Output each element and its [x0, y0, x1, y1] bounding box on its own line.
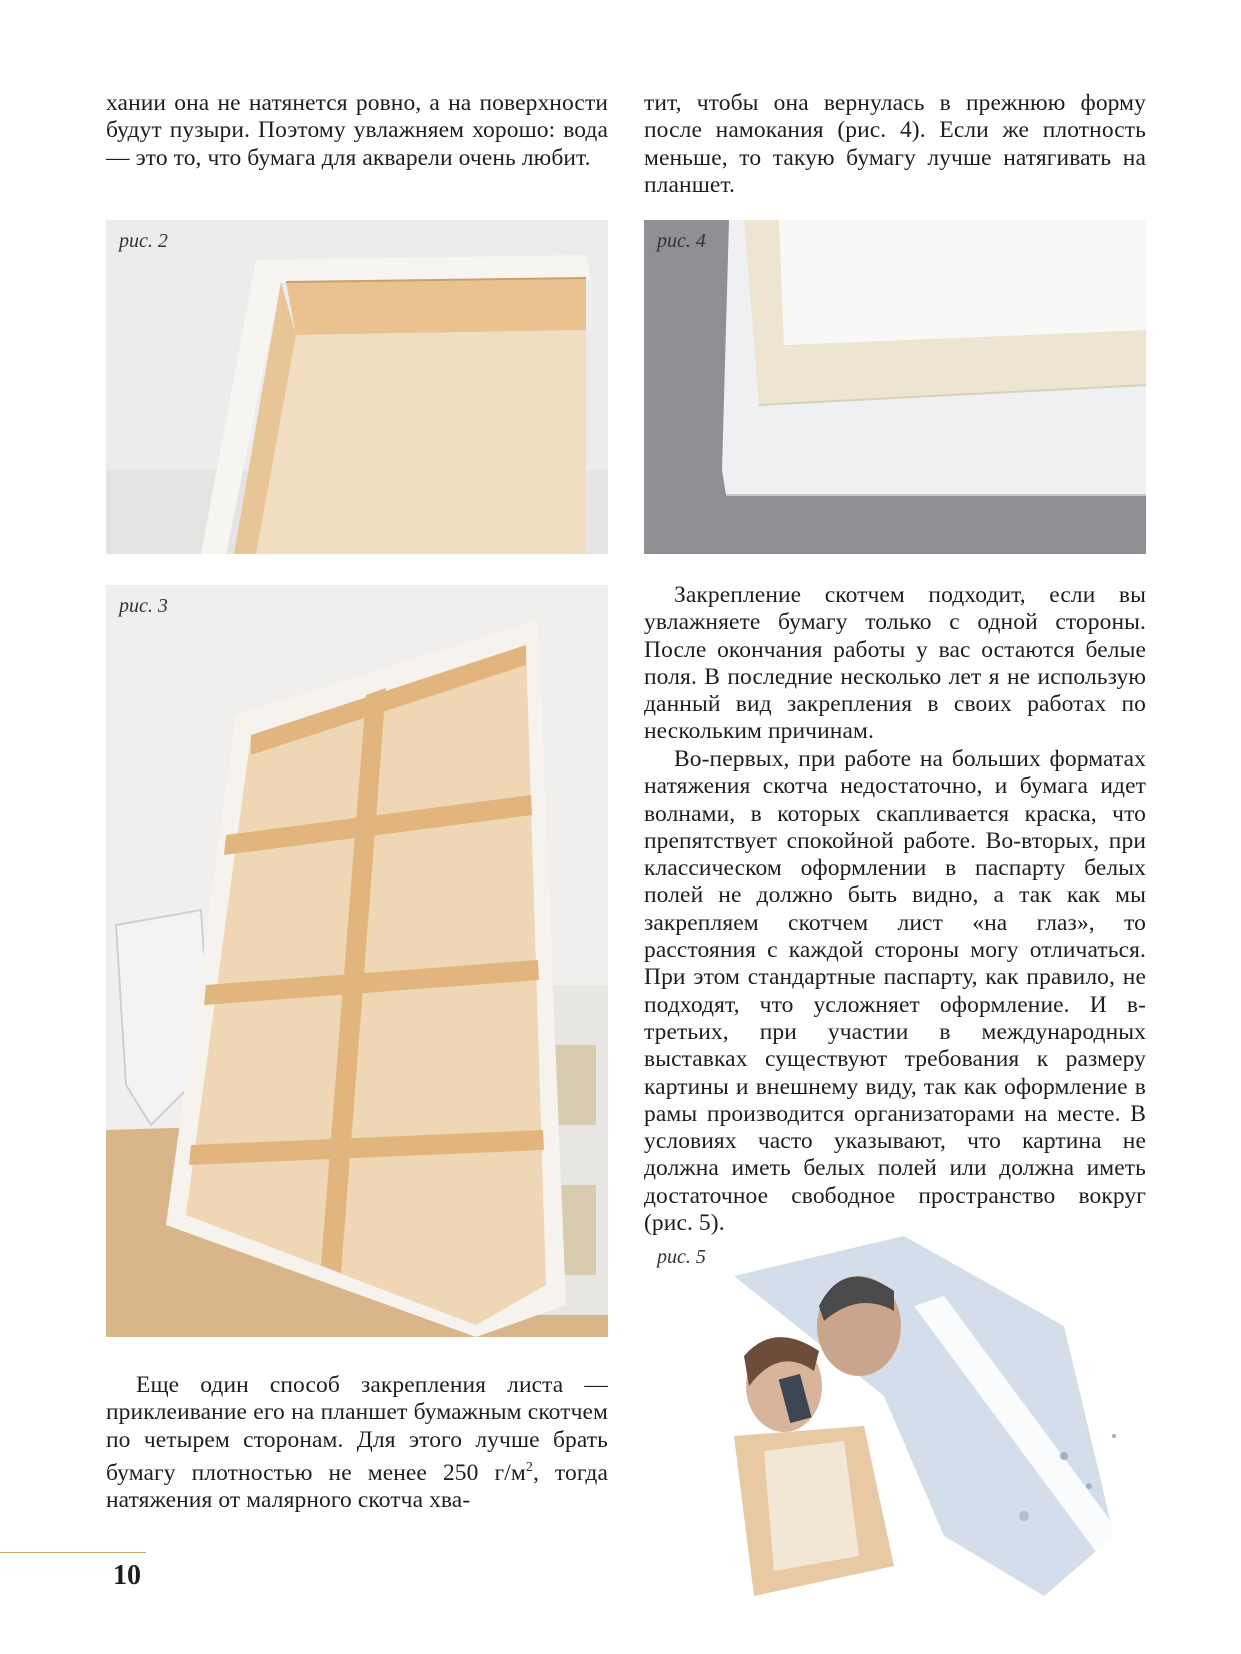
paragraph-top-right: тит, чтобы она вернулась в прежнюю форму после намокания (рис. 4). Если же плотность меньше, то такую бумагу лучше натягивать на планшет.: [644, 90, 1146, 198]
figure-4-taped-paper-photo: [644, 220, 1146, 554]
paragraph-bottom-left-end: , тогда натяжения от малярного скотча хва-: [106, 1459, 608, 1514]
figure-2-caption: рис. 2: [119, 230, 168, 252]
canvas-frame-corner-image: [106, 220, 608, 554]
paragraph-top-left: хании она не натянется ровно, а на поверхности будут пузыри. Поэтому увлажняем хорошо: вода — это то, что бумага для акварели очень любит.: [106, 90, 608, 171]
paragraph-reasons: Во-первых, при работе на больших форматах натяжения скотча недостаточно, и бумага идет волнами, в которых скапливается краска, что препятствует спокойной работе. Во-вторых, при классическом оформлении в паспарту белых полей не должно быть видно, а так как мы закрепляем скотчем лист «на глаз», то расстояния с каждой стороны могу отличаться. При этом стандартные паспарту, как правило, не подходят, что усложняет оформление. И в-третьих, при участии в международных выставках существуют требования к размеру картины и внешнему виду, так как оформление в рамы производится организаторами на месте. В условиях часто указывают, что картина не должна иметь белых полей или должна иметь достаточное свободное пространство вокруг (рис. 5).: [644, 746, 1146, 1237]
paragraph-bottom-left-text: Еще один способ закрепления листа — приклеивание его на планшет бумажным скотчем по четырем сторонам. Для этого лучше брать бумагу плотностью не менее 250 г/м: [106, 1372, 608, 1486]
paragraph-tape-mounting: Закрепление скотчем подходит, если вы увлажняете бумагу только с одной стороны. После окончания работы у вас остаются белые поля. В последние несколько лет я не использую данный вид закрепления в своих работах по нескольким причинам.: [644, 582, 1146, 745]
taped-paper-corner-image: [644, 220, 1146, 554]
footer-rule: [0, 1552, 146, 1553]
figure-3-large-canvas-photo: [106, 585, 608, 1337]
watercolor-couple-image: [644, 1236, 1146, 1654]
figure-4-caption: рис. 4: [657, 230, 706, 252]
large-canvas-leaning-image: [106, 585, 608, 1337]
figure-5-caption: рис. 5: [657, 1246, 706, 1268]
figure-5-watercolor-painting: [644, 1236, 1146, 1654]
page-number: 10: [113, 1560, 141, 1591]
figure-2-canvas-frame-photo: [106, 220, 608, 554]
figure-3-caption: рис. 3: [119, 595, 168, 617]
superscript-2: 2: [525, 1459, 533, 1475]
paragraph-bottom-left: [106, 1372, 608, 1514]
